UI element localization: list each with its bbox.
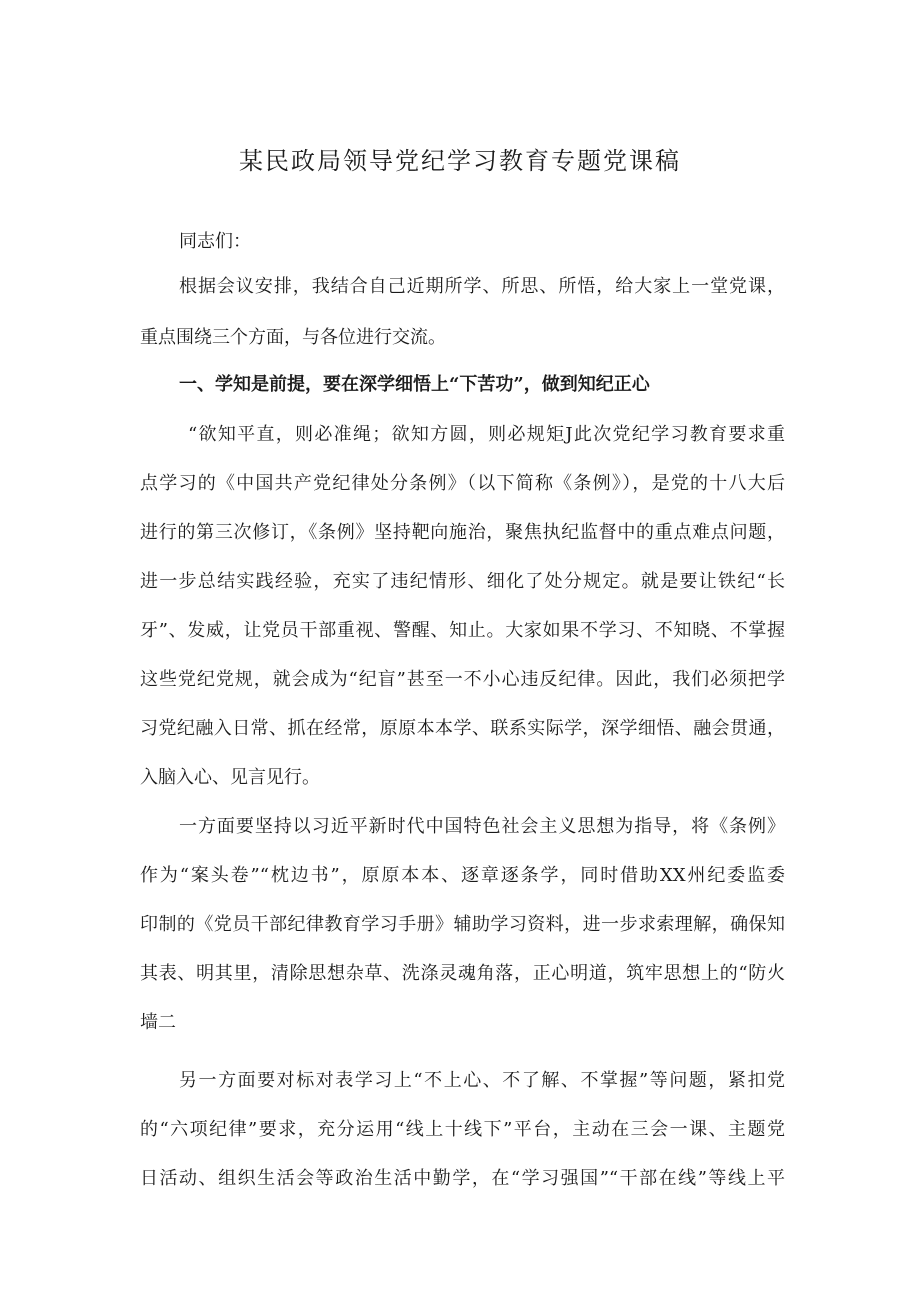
section-heading: 一、学知是前提，要在深学细悟上“下苦功”，做到知纪正心 <box>179 374 650 395</box>
paragraph-line: 墙二 <box>140 1012 176 1033</box>
paragraph-line: 这些党纪党规，就会成为“纪盲”甚至一不小心违反纪律。因此，我们必须把学 <box>140 669 785 690</box>
paragraph-line: 根据会议安排，我结合自己近期所学、所思、所悟，给大家上一堂党课， <box>179 276 785 297</box>
paragraph-line: 重点围绕三个方面，与各位进行交流。 <box>140 327 446 348</box>
paragraph-line: 进一步总结实践经验，充实了违纪情形、细化了处分规定。就是要让铁纪“长 <box>140 571 785 592</box>
paragraph-line: 入脑入心、见言见行。 <box>140 767 320 788</box>
paragraph-line: 日活动、组织生活会等政治生活中勤学，在“学习强国”“干部在线”等线上平 <box>140 1168 785 1189</box>
paragraph-line: 印制的《党员干部纪律教育学习手册》辅助学习资料，进一步求索理解，确保知 <box>140 914 785 935</box>
paragraph-line: 另一方面要对标对表学习上“不上心、不了解、不掌握”等问题，紧扣党 <box>179 1070 785 1091</box>
paragraph-line: 一方面要坚持以习近平新时代中国特色社会主义思想为指导，将《条例》 <box>179 816 785 837</box>
paragraph-line: 的“六项纪律”要求，充分运用“线上十线下”平台，主动在三会一课、主题党 <box>140 1119 785 1140</box>
salutation: 同志们： <box>179 231 251 252</box>
paragraph-line: 其表、明其里，清除思想杂草、洗涤灵魂角落，正心明道，筑牢思想上的“防火 <box>140 963 785 984</box>
paragraph-line: 进行的第三次修订，《条例》坚持靶向施治，聚焦执纪监督中的重点难点问题， <box>140 522 785 543</box>
paragraph-line: 习党纪融入日常、抓在经常，原原本本学、联系实际学，深学细悟、融会贯通， <box>140 718 785 739</box>
paragraph-line: “欲知平直，则必准绳；欲知方圆，则必规矩J此次党纪学习教育要求重 <box>188 424 785 445</box>
paragraph-line: 点学习的《中国共产党纪律处分条例》（以下简称《条例》），是党的十八大后 <box>140 473 785 494</box>
document-title: 某民政局领导党纪学习教育专题党课稿 <box>239 147 681 175</box>
paragraph-line: 作为“案头卷”“枕边书”，原原本本、逐章逐条学，同时借助XX州纪委监委 <box>140 865 785 886</box>
paragraph-line: 牙”、发威，让党员干部重视、警醒、知止。大家如果不学习、不知晓、不掌握 <box>140 620 785 641</box>
